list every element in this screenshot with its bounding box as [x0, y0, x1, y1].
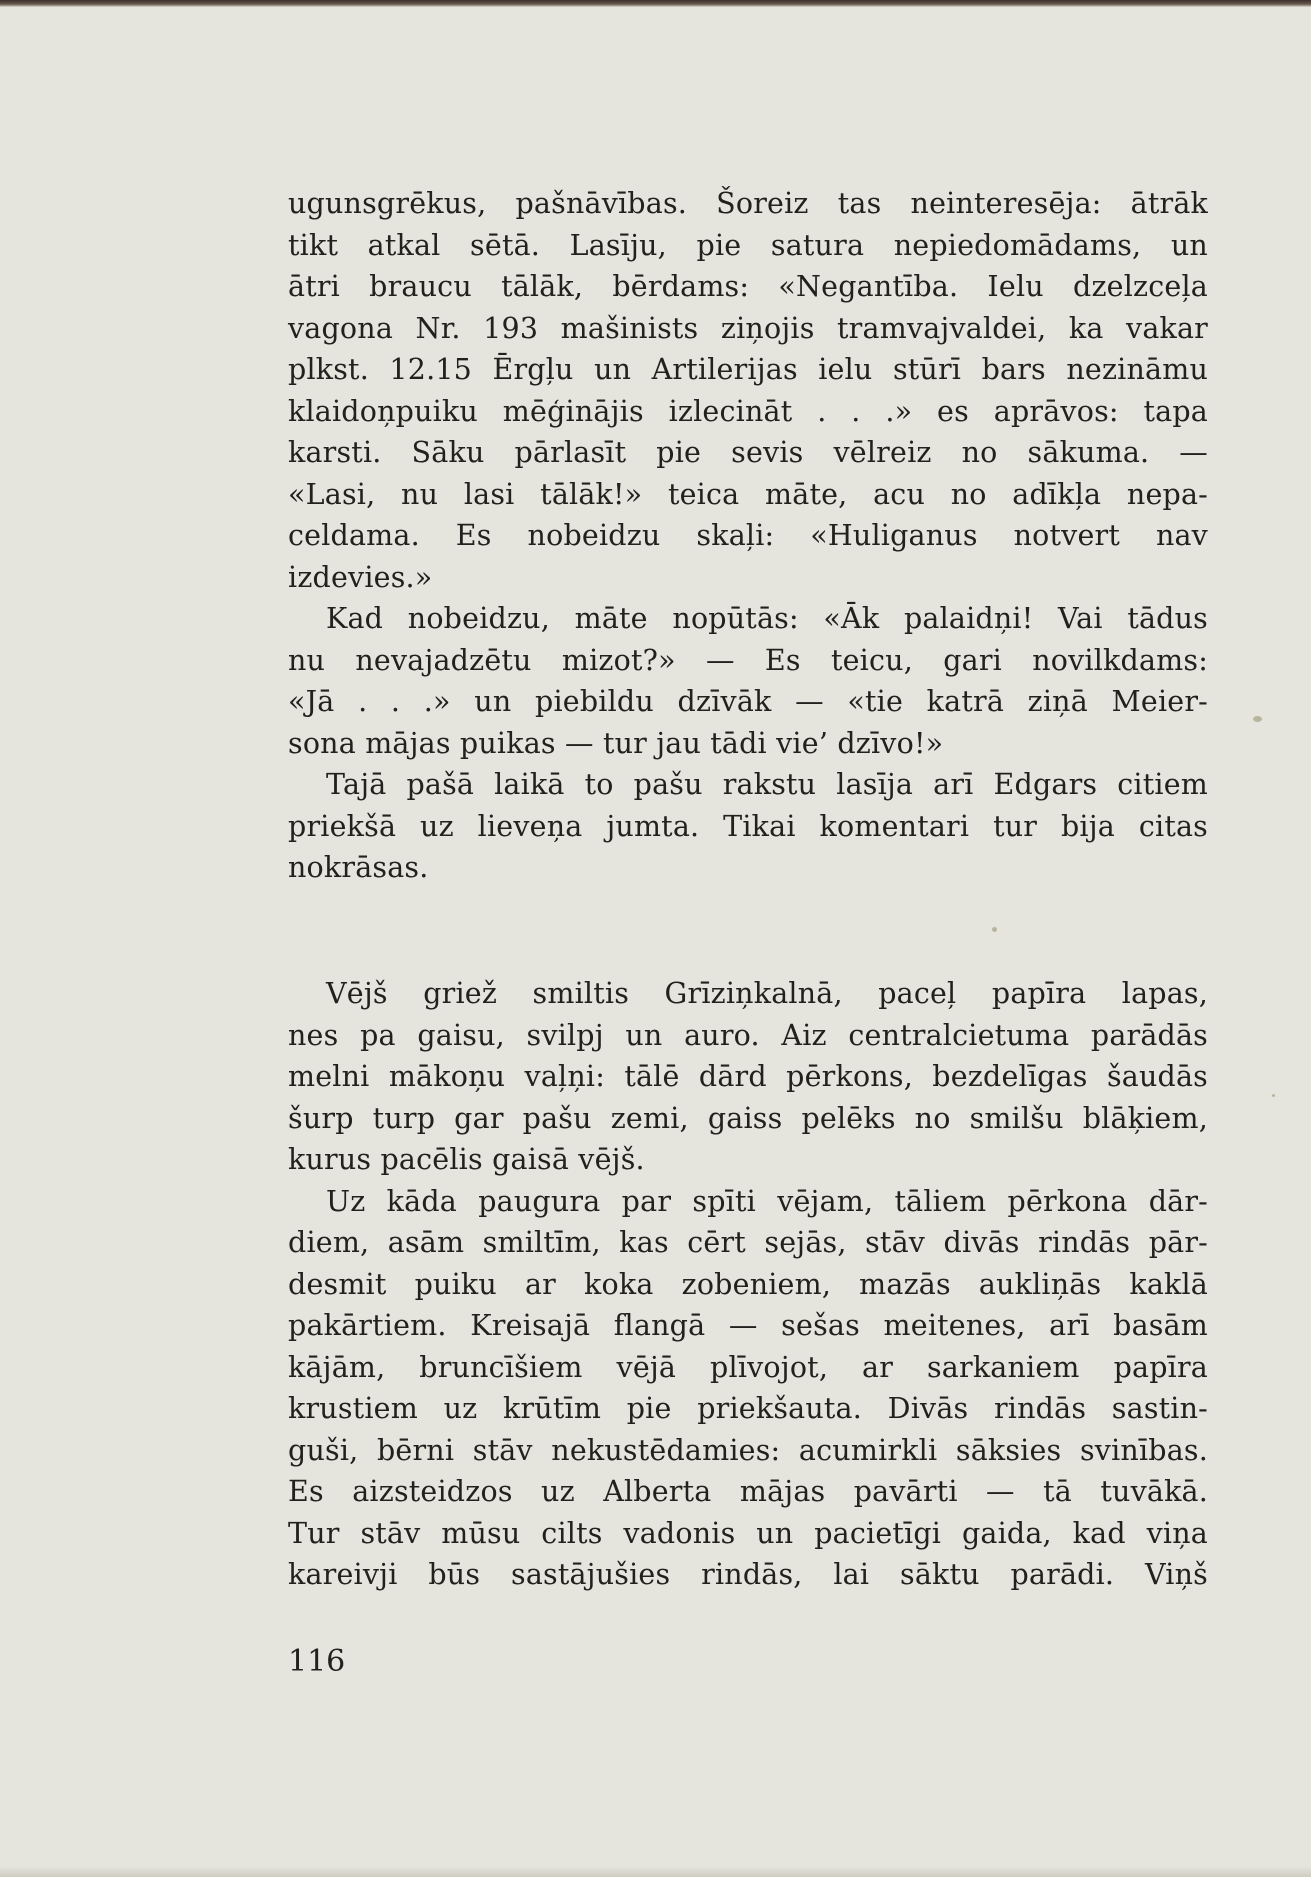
text-line: vagona Nr. 193 mašinists ziņojis tramvajvaldei, ka vakar — [288, 311, 1208, 345]
text-line: guši, bērni stāv nekustēdamies: acumirkli sāksies svinības. — [288, 1433, 1208, 1467]
text-line: Es aizsteidzos uz Alberta mājas pavārti — tā tuvākā. — [288, 1475, 1208, 1508]
text-line: Vējš griež smiltis Grīziņkalnā, paceļ papīra lapas, — [326, 977, 1208, 1010]
text-line: Uz kāda paugura par spīti vējam, tāliem pērkona dār- — [326, 1184, 1208, 1218]
text-line: desmit puiku ar koka zobeniem, mazās aukliņās kaklā — [288, 1267, 1208, 1301]
text-line: nokrāsas. — [288, 851, 429, 884]
text-line: tikt atkal sētā. Lasīju, pie satura nepiedomādams, un — [288, 228, 1208, 262]
text-line: ugunsgrēkus, pašnāvības. Šoreiz tas neinteresēja: ātrāk — [288, 187, 1208, 220]
text-line: «Jā . . .» un piebildu dzīvāk — «tie katrā ziņā Meier- — [288, 685, 1208, 718]
page-number: 116 — [288, 1644, 346, 1679]
page-top-edge — [0, 0, 1311, 7]
text-block-top — [288, 183, 1208, 889]
text-line: kareivji būs sastājušies rindās, lai sāktu parādi. Viņš — [288, 1558, 1208, 1591]
text-line: Tur stāv mūsu cilts vadonis un pacietīgi gaida, kad viņa — [288, 1516, 1208, 1550]
text-line: ātri braucu tālāk, bērdams: «Negantība. Ielu dzelzceļa — [288, 270, 1208, 303]
text-line: izdevies.» — [288, 560, 433, 594]
text-line: celdama. Es nobeidzu skaļi: «Huliganus notvert nav — [288, 519, 1208, 552]
text-line: nu nevajadzētu mizot?» — Es teicu, gari novilkdams: — [288, 643, 1208, 677]
text-line: sona mājas puikas — tur jau tādi vie’ dzīvo!» — [288, 726, 944, 760]
text-line: «Lasi, nu lasi tālāk!» teica māte, acu no adīkļa nepa- — [288, 477, 1208, 511]
page-bottom-edge — [0, 1866, 1311, 1877]
text-line: šurp turp gar pašu zemi, gaiss pelēks no smilšu blāķiem, — [288, 1101, 1208, 1135]
text-line: melni mākoņu vaļņi: tālē dārd pērkons, bezdelīgas šaudās — [288, 1060, 1208, 1093]
text-line: pakārtiem. Kreisajā flangā — sešas meitenes, arī basām — [288, 1309, 1208, 1342]
text-line: kājām, bruncīšiem vējā plīvojot, ar sarkaniem papīra — [288, 1350, 1208, 1384]
text-line: nes pa gaisu, svilpj un auro. Aiz centralcietuma parādās — [288, 1018, 1208, 1052]
paper-speck — [992, 927, 997, 932]
text-line: krustiem uz krūtīm pie priekšauta. Divās rindās sastin- — [288, 1392, 1208, 1425]
paper-speck — [1253, 716, 1262, 722]
text-line: kurus pacēlis gaisā vējš. — [288, 1143, 645, 1176]
text-line: plkst. 12.15 Ērgļu un Artilerijas ielu stūrī bars nezināmu — [288, 353, 1208, 386]
text-line: Tajā pašā laikā to pašu rakstu lasīja arī Edgars citiem — [326, 768, 1208, 801]
text-line: klaidoņpuiku mēģinājis izlecināt . . .» es aprāvos: tapa — [288, 394, 1208, 428]
text-block-bottom — [288, 973, 1208, 1596]
text-line: karsti. Sāku pārlasīt pie sevis vēlreiz no sākuma. — — [288, 436, 1208, 469]
paper-speck — [1272, 1094, 1275, 1097]
text-line: diem, asām smiltīm, kas cērt sejās, stāv divās rindās pār- — [288, 1226, 1208, 1259]
text-line: priekšā uz lieveņa jumta. Tikai komentari tur bija citas — [288, 809, 1208, 843]
text-line: Kad nobeidzu, māte nopūtās: «Āk palaidņi! Vai tādus — [326, 602, 1208, 635]
